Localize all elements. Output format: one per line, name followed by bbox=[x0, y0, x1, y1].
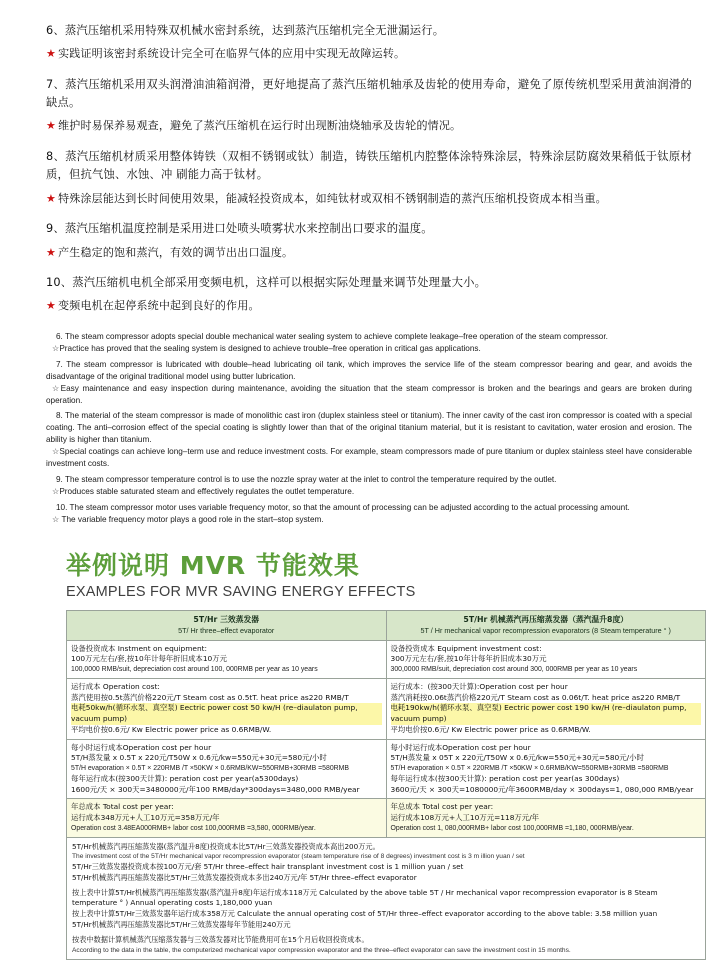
line: 年总成本 Total cost per year: bbox=[390, 802, 494, 812]
line: 3600元/天 × 300天=1080000元/年3600RMB/day × 300days=1, 080,000 RMB/year bbox=[390, 784, 694, 794]
cell-total-right bbox=[386, 799, 706, 837]
english-section bbox=[46, 331, 692, 525]
line: 100,0000 RMB/suit, depreciation cost around 100, 000RMB per year as 10 years bbox=[71, 666, 318, 674]
cell-total-left bbox=[67, 799, 387, 837]
cn-item-7-text: 7、蒸汽压缩机采用双头润滑油油箱润滑，更好地提高了蒸汽压缩机轴承及齿轮的使用寿命，避免了原传统机型采用黄油润滑的缺点。 bbox=[46, 77, 692, 110]
note-line: 按表中数据计算机械蒸汽压缩蒸发器与三效蒸发器对比节能费用可在15个月后收回投资成本。 bbox=[72, 934, 369, 944]
cell-operation-right bbox=[386, 678, 706, 739]
cn-item-8-note bbox=[46, 190, 692, 208]
cn-item-10-note-text: 变频电机在起停系统中起到良好的作用。 bbox=[58, 299, 260, 313]
red-star-icon: ★ bbox=[46, 191, 57, 205]
red-star-icon: ★ bbox=[46, 299, 57, 313]
note-line: 5T/Hr机械蒸汽再压缩蒸发器(蒸汽温升8度)投资成本比5T/Hr三效蒸发器投资成本高出200万元。 bbox=[72, 841, 380, 851]
line: 300万元左右/套,按10年计每年折旧成本30万元 bbox=[390, 654, 547, 664]
line: 平均电价按0.6元/ Kw Electric power price as 0.6RMB/W. bbox=[71, 724, 272, 734]
line: 设备投资成本 Equipment investment cost: bbox=[390, 643, 542, 653]
cell-operation-left bbox=[67, 678, 387, 739]
red-star-icon: ★ bbox=[46, 119, 57, 133]
line: 运行成本108万元+人工10万元=118万元/年 bbox=[390, 813, 540, 823]
table-row-total bbox=[67, 799, 706, 837]
line: 5T/H evaporation × 0.5T × 220RMB /T ×50KW × 0.6RMB/KW=550RMB+30RMB =580RMB bbox=[390, 765, 669, 773]
note-line: 5T/Hr机械蒸汽再压缩蒸发器比5T/Hr三效蒸发器投资成本多出240万元/年 5T/Hr three–effect evaporator bbox=[72, 872, 417, 882]
cn-item-6-note-text: 实践证明该密封系统设计完全可在临界气体的应用中实现无故障运转。 bbox=[58, 47, 406, 61]
note-line: The investment cost of the 5T/Hr mechanical vapor recompression evaporator (steam temperature rise of 8 degrees) investment cost is 3 m illion yuan / set bbox=[72, 853, 525, 861]
cell-notes bbox=[67, 837, 706, 959]
cn-item-8 bbox=[46, 148, 692, 207]
cn-item-6 bbox=[46, 22, 692, 63]
chinese-section bbox=[46, 22, 692, 315]
note-line: 5T/Hr三效蒸发器投资成本按100万元/套 5T/Hr three–effect hair transplant investment cost is 1 million yuan / set bbox=[72, 861, 464, 871]
header-cell-three-effect-en: 5T/ Hr three–effect evaporator bbox=[178, 625, 275, 635]
cn-item-9-text: 9、蒸汽压缩机温度控制是采用进口处喷头喷雾状水来控制出口要求的温度。 bbox=[46, 222, 433, 236]
line: 每年运行成本(按300天计算): peration cost per year(as 300days) bbox=[390, 773, 620, 783]
table-row bbox=[67, 678, 706, 739]
note-line: 按上表中计算5T/Hr机械蒸汽再压缩蒸发器(蒸汽温升8度)年运行成本118万元 Calculated by the above table 5T / Hr mechanical vapor recompression evaporator is 8 Steam temperature ° ) Annual operating costs 1,180,000 yuan bbox=[72, 887, 658, 908]
headline-english: EXAMPLES FOR MVR SAVING ENERGY EFFECTS bbox=[66, 584, 416, 601]
red-star-icon: ★ bbox=[46, 245, 57, 259]
en-para-9: 9. The steam compressor temperature control is to use the nozzle spray water at the inlet to control the temperature required by the outlet. bbox=[56, 474, 557, 484]
section-headline bbox=[66, 551, 692, 600]
red-star-icon: ★ bbox=[46, 47, 57, 61]
cell-investment-left bbox=[67, 640, 387, 678]
note-line: 5T/Hr机械蒸汽再压缩蒸发器比5T/Hr三效蒸发器每年节能用240万元 bbox=[72, 919, 291, 929]
line: 每年运行成本(按300天计算): peration cost per year(a5300days) bbox=[71, 773, 299, 783]
en-para-7: 7. The steam compressor is lubricated with double–head lubricating oil tank, which improves the service life of the steam compressor bearing and gear, and avoids the disadvantage of the original traditional model using butter lubrication. bbox=[46, 359, 692, 381]
note-line: According to the data in the table, the computerized mechanical vapor compression evaporator and the three–effect evaporator can save the investment cost in 15 months. bbox=[72, 946, 571, 954]
cn-item-6-text: 6、蒸汽压缩机采用特殊双机械水密封系统，达到蒸汽压缩机完全无泄漏运行。 bbox=[46, 24, 445, 37]
header-cell-three-effect bbox=[67, 611, 387, 640]
cell-hourly-right bbox=[386, 739, 706, 799]
en-note-9: ☆Produces stable saturated steam and effectively regulates the outlet temperature. bbox=[52, 486, 355, 496]
line: 蒸汽消耗按0.06t蒸汽价格220元/T Steam cost as 0.06t/T. heat price as220 RMB/T bbox=[390, 692, 681, 702]
cn-item-10 bbox=[46, 274, 692, 315]
note-line: 按上表中计算5T/Hr三效蒸发器年运行成本358万元 Calculate the annual operating cost of 5T/Hr three–effect evaporator according to the above table: 3.58 million yuan bbox=[72, 909, 658, 919]
table-row-notes bbox=[67, 837, 706, 959]
line-highlighted: 电耗50kw/h(循环水泵、真空泵) Eectric power cost 50 kw/H (re–diaulaton pump, vacuum pump) bbox=[71, 703, 382, 724]
en-para-10: 10. The steam compressor motor uses variable frequency motor, so that the amount of processing can be adjusted according to the actual processing amount. bbox=[56, 502, 630, 512]
line: 100万元左右/套,按10年计每年折旧成本10万元 bbox=[71, 654, 228, 664]
cn-item-7 bbox=[46, 76, 692, 135]
line: 5T/H evaporation × 0.5T × 220RMB /T ×50KW × 0.6RMB/KW=550RMB+30RMB =580RMB bbox=[71, 765, 349, 773]
mvr-comparison-table bbox=[66, 610, 706, 960]
headline-chinese: 举例说明 MVR 节能效果 bbox=[66, 551, 360, 581]
header-cell-mvr bbox=[386, 611, 706, 640]
en-note-6: ☆Practice has proved that the sealing system is designed to achieve trouble–free operation in critical gas applications. bbox=[52, 343, 481, 353]
cn-item-10-note bbox=[46, 297, 692, 315]
cn-item-9 bbox=[46, 220, 692, 261]
line: Operation cost 3.48EA000RMB+ labor cost 100,000RMB =3,580, 000RMB/year. bbox=[71, 824, 316, 832]
line: 1600元/天 × 300天=3480000元/年100 RMB/day*300days=3480,000 RMB/year bbox=[71, 784, 360, 794]
cell-investment-right bbox=[386, 640, 706, 678]
cn-item-8-text: 8、蒸汽压缩机材质采用整体铸铁（双相不锈钢或钛）制造，铸铁压缩机内腔整体涂特殊涂层，特殊涂层防腐效果稍低于钛原材质，但抗气蚀、水蚀、冲 刷能力高于钛材。 bbox=[46, 150, 692, 182]
line: 5T/H蒸发量 x 0.5T x 220元/T50W x 0.6元/kw=550元+30元=580元/小时 bbox=[71, 753, 327, 763]
line: 蒸汽使用按0.5t蒸汽价格220元/T Steam cost as 0.5tT. heat price as220 RMB/T bbox=[71, 692, 349, 702]
cn-item-9-note bbox=[46, 244, 692, 262]
en-para-6: 6. The steam compressor adopts special double mechanical water sealing system to achieve complete leakage–free operation of the steam compressor. bbox=[56, 332, 608, 342]
line: 设备投资成本 Instment on equipment: bbox=[71, 643, 208, 653]
en-note-7: ☆Easy maintenance and easy inspection during maintenance, avoiding the situation that the steam compressor is broken and the bearings and gears are broken during operation. bbox=[46, 383, 692, 405]
line: 运行成本 Operation cost: bbox=[71, 681, 160, 691]
line: 运行成本：(按300天计算):Operation cost per hour bbox=[390, 681, 568, 691]
line: 每小时运行成本Operation cost per hour bbox=[71, 742, 212, 752]
cn-item-10-text: 10、蒸汽压缩机电机全部采用变频电机，这样可以根据实际处理量来调节处理量大小。 bbox=[46, 276, 487, 290]
table-header-row bbox=[67, 611, 706, 640]
table-row bbox=[67, 640, 706, 678]
header-cell-three-effect-cn: 5T/Hr 三效蒸发器 bbox=[193, 615, 260, 625]
table-row bbox=[67, 739, 706, 799]
header-cell-mvr-cn: 5T/Hr 机械蒸汽再压缩蒸发器（蒸汽温升8度） bbox=[463, 615, 629, 625]
cn-item-6-note bbox=[46, 45, 692, 63]
line: 300,0000 RMB/suit, depreciation cost around 300, 000RMB per year as 10 years bbox=[390, 666, 638, 674]
header-cell-mvr-en: 5T / Hr mechanical vapor recompression evaporators (8 Steam temperature ° ) bbox=[420, 625, 671, 635]
cn-item-9-note-text: 产生稳定的饱和蒸汽，有效的调节出出口温度。 bbox=[58, 245, 294, 259]
line: 5T/H蒸发量 x 05T x 220元/T50W x 0.6元/kw=550元+30元=580元/小时 bbox=[390, 753, 644, 763]
line: 每小时运行成本Operation cost per hour bbox=[390, 742, 531, 752]
cell-hourly-left bbox=[67, 739, 387, 799]
line: Operation cost 1, 080,000RMB+ labor cost 100,000RMB =1,180, 000RMB/year. bbox=[390, 824, 634, 832]
cn-item-8-note-text: 特殊涂层能达到长时间使用效果，能减轻投资成本，如纯钛材或双相不锈钢制造的蒸汽压缩机投资成本相当重。 bbox=[58, 191, 607, 205]
line: 平均电价按0.6元/ Kw Electric power price as 0.6RMB/W. bbox=[390, 724, 591, 734]
en-para-8: 8. The material of the steam compressor is made of monolithic cast iron (duplex stainless steel or titanium). The inner cavity of the cast iron compressor is coated with a special coating. The anti–corrosion effect of the special coating is slightly lower than that of the original titanium material, but it is resistant to cavitation, water erosion and erosion. The ability is higher than titanium. bbox=[46, 411, 692, 445]
cn-item-7-note bbox=[46, 117, 692, 135]
line: 运行成本348万元+人工10万元=358万元/年 bbox=[71, 813, 220, 823]
en-note-8: ☆Special coatings can achieve long–term use and reduce investment costs. For example, steam compressors made of pure titanium or duplex stainless steel have considerable investment costs. bbox=[46, 447, 692, 468]
cn-item-7-note-text: 维护时易保养易观查，避免了蒸汽压缩机在运行时出现断油烧轴承及齿轮的情况。 bbox=[58, 119, 462, 133]
line-highlighted: 电耗190kw/h(循环水泵、真空泵) Eectric power cost 190 kw/H (re–diaulaton pump, vacuum pump) bbox=[391, 703, 702, 724]
line: 年总成本 Total cost per year: bbox=[71, 802, 174, 812]
en-note-10: ☆ The variable frequency motor plays a good role in the start–stop system. bbox=[52, 514, 324, 524]
